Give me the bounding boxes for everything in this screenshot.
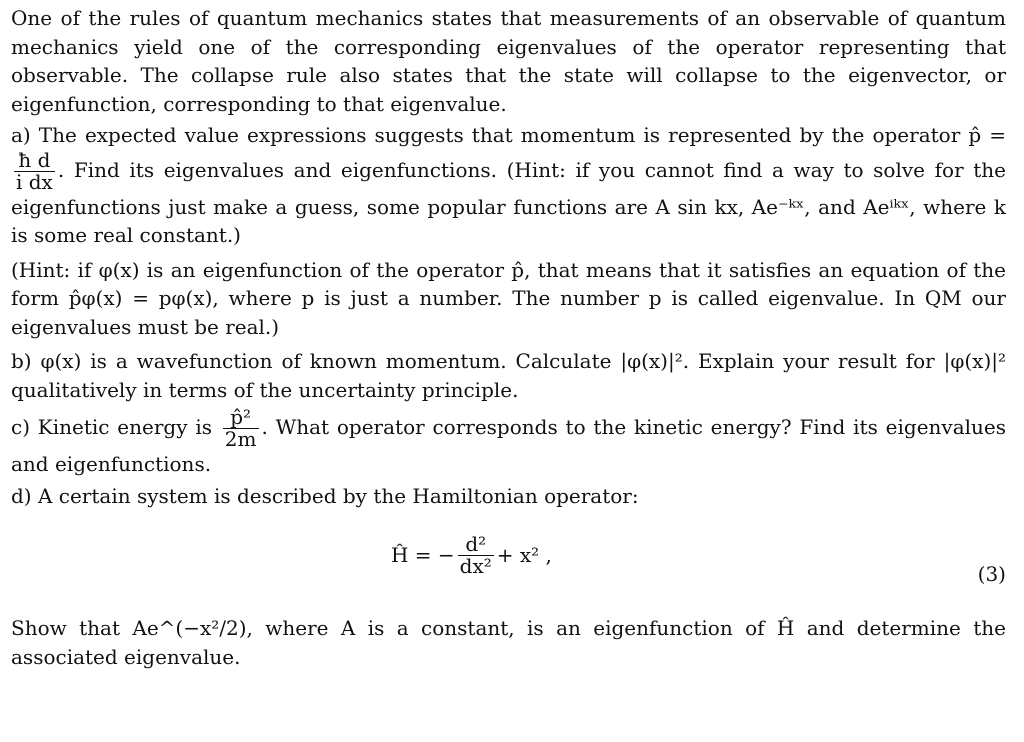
part-b-paragraph: b) φ(x) is a wavefunction of known momentum. Calculate |φ(x)|². Explain your result for |φ(x)|² qualitatively in terms of the uncertainty principle. (11, 349, 1006, 402)
equation-lhs: Ĥ = − (391, 543, 455, 568)
part-d-paragraph: d) A certain system is described by the Hamiltonian operator: (11, 483, 639, 508)
momentum-operator-fraction (14, 147, 55, 194)
part-a-lead: a) The expected value expressions suggests that momentum is represented by the operator p̂ = (11, 123, 1006, 147)
equation-rhs: + x² , (496, 543, 552, 568)
equation-number: (3) (977, 562, 1006, 586)
hamiltonian-equation (391, 534, 552, 577)
hamiltonian-equation-row (11, 522, 1006, 614)
hint-paragraph: (Hint: if φ(x) is an eigenfunction of the operator p̂, that means that it satisfies an equation of the form p̂φ(x) = pφ(x), where p is just a number. The number p is called eigenvalue. In QM our eigenvalues must be real.) (11, 257, 1006, 339)
kinetic-energy-denominator: 2m (224, 427, 257, 451)
kinetic-energy-fraction (223, 407, 259, 450)
part-c-lead: c) Kinetic energy is (11, 415, 212, 439)
closing-paragraph: Show that Ae^(−x²/2), where A is a constant, is an eigenfunction of Ĥ and determine the associated eigenvalue. (11, 616, 1006, 669)
kinetic-energy-numerator: p̂² (223, 407, 259, 429)
part-c-tail: . What operator corresponds to the kinetic energy? Find its eigenvalues and eigenfunctions. (11, 415, 1007, 476)
intro-paragraph: One of the rules of quantum mechanics states that measurements of an observable of quantum mechanics yield one of the corresponding eigenvalues of the operator representing that observable. The collapse rule also states that the state will collapse to the eigenvector, or eigenfunction, corresponding to that eigenvalue. (11, 6, 1006, 116)
momentum-operator-denominator: i dx (16, 169, 53, 194)
part-a-paragraph (11, 121, 1006, 250)
second-derivative-denominator: dx² (459, 554, 492, 578)
second-derivative-fraction (458, 534, 494, 577)
part-a-tail: . Find its eigenvalues and eigenfunctions. (Hint: if you cannot find a way to solve for the eigenfunctions just make a guess, some popular functions are A sin kx, Ae⁻ᵏˣ, and Aeⁱᵏˣ, where k is some real constant.) (11, 157, 1006, 247)
momentum-operator-numerator: ħ d (14, 150, 55, 172)
second-derivative-numerator: d² (458, 534, 494, 556)
part-c-paragraph (11, 407, 1006, 479)
